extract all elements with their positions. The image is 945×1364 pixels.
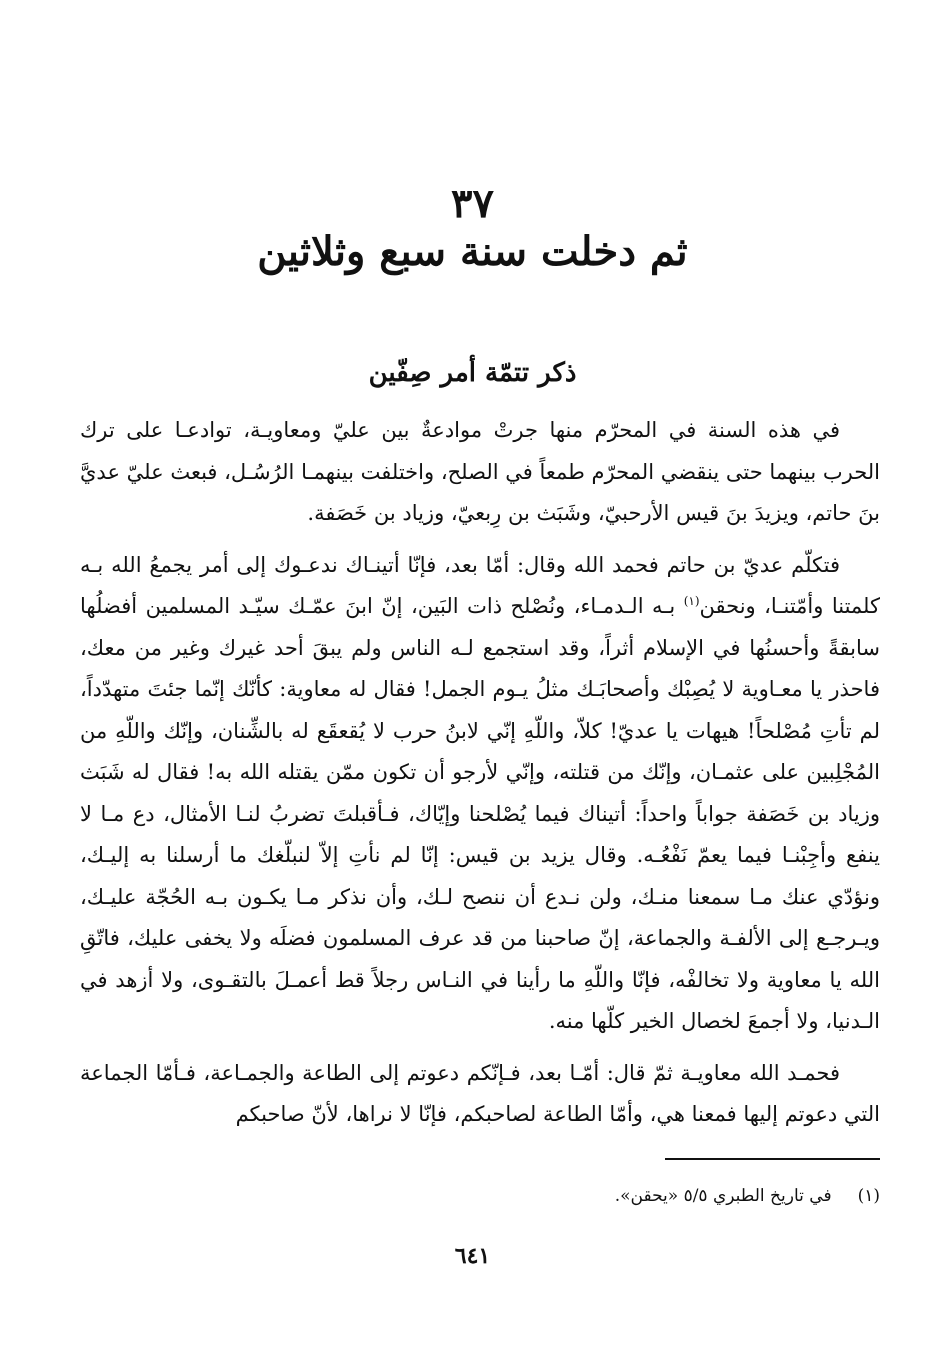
footnote-text: في تاريخ الطبري ٥/٥ «يحقن». bbox=[614, 1186, 832, 1206]
footnote-number: (١) bbox=[857, 1186, 880, 1206]
section-heading: ذكر تتمّة أمر صِفّين bbox=[368, 358, 577, 388]
footnote-divider bbox=[665, 1158, 880, 1160]
paragraph-2-part-1: فتكلّم عديّ بن حاتم فحمد الله وقال: أمّا بعد، فإنّا أتينـاك ندعـوك إلى أمر يجمعُ الله بـه كلمتنا وأمّتنـا، ونحقن bbox=[80, 552, 881, 618]
page-number: ٦٤١ bbox=[454, 1243, 491, 1269]
paragraph-1: في هذه السنة في المحرّم منها جرتْ موادعةٌ بين عليّ ومعاويـة، توادعـا على ترك الحرب بينهما حتى ينقضي المحرّم طمعاً في الصلح، واختلفت بينهمـا الرُسُـل، فبعث عليّ عديَّ بنَ حاتم، ويزيدَ بنَ قيس الأرحبيّ، وشَبَث بن رِبعيّ، وزياد بن خَصَفة. bbox=[80, 418, 880, 525]
footnote-reference: (١) bbox=[683, 594, 700, 608]
chapter-number: ٣٧ bbox=[451, 180, 494, 227]
paragraph-3: فحمـد الله معاويـة ثمّ قال: أمّـا بعد، فـإنّكم دعوتم إلى الطاعة والجمـاعة، فـأمّا الجماعة التي دعوتم إليها فمعنا هي، وأمّا الطاعة لصاحبكم، فإنّا لا نراها، لأنّ صاحبكم bbox=[80, 1060, 880, 1126]
body-text bbox=[80, 410, 880, 1136]
footnote bbox=[80, 1186, 880, 1206]
paragraph-2-part-2: بـه الـدمـاء، ونُصْلح ذات البَين، إنّ ابنَ عمّـك سيّـد المسلمين أفضلُها سابقةً وأحسنُها في الإسلام أثراً، وقد استجمع لـه الناس ولم يبقَ أحد غيرك وغير من معك، فاحذر يا معـاوية لا يُصِبْك وأصحابَـك مثلُ يـوم الجمل! فقال له معاوية: كأنّك إنّما جئتَ متهدّداً، لم تأتِ مُصْلحاً! هيهات يا عديّ! كلاّ، واللّهِ إنّي لابنُ حرب لا يُقعقَع له بالشِّنان، وإنّك واللّهِ من المُجْلِبين على عثمـان، وإنّك من قتلته، وإنّي لأرجو أن تكون ممّن يقتله الله به! فقال له شَبَث وزياد بن خَصَفة جواباً واحداً: أتيناك فيما يُصْلحنا وإيّاك، فـأقبلتَ تضربُ لنـا الأمثال، دع مـا لا ينفع وأجِبْنـا فيما يعمّ نَفْعُـه. وقال يزيد بن قيس: إنّا لم نأتِ إلاّ لنبلّغك ما أرسلنا به إليـك، ونؤدّي عنك مـا سمعنا منـك، ولن نـدع أن ننصح لـك، وأن نذكر مـا يكـون بـه الحُجّة عليـك، ويـرجـع إلى الألفـة والجماعة، إنّ صاحبنا من قد عرف المسلمون فضلَه ولا يخفى عليك، فاتّقِ الله يا معاوية ولا تخالفْه، فإنّا واللّهِ ما رأينا في النـاس رجلاً قط أعمـلَ بالتقـوى، ولا أزهد في الـدنيا، ولا أجمعَ لخصال الخير كلّها منه. bbox=[80, 594, 880, 1033]
chapter-title: ثم دخلت سنة سبع وثلاثين bbox=[257, 228, 688, 275]
paragraph-2 bbox=[80, 545, 880, 1043]
